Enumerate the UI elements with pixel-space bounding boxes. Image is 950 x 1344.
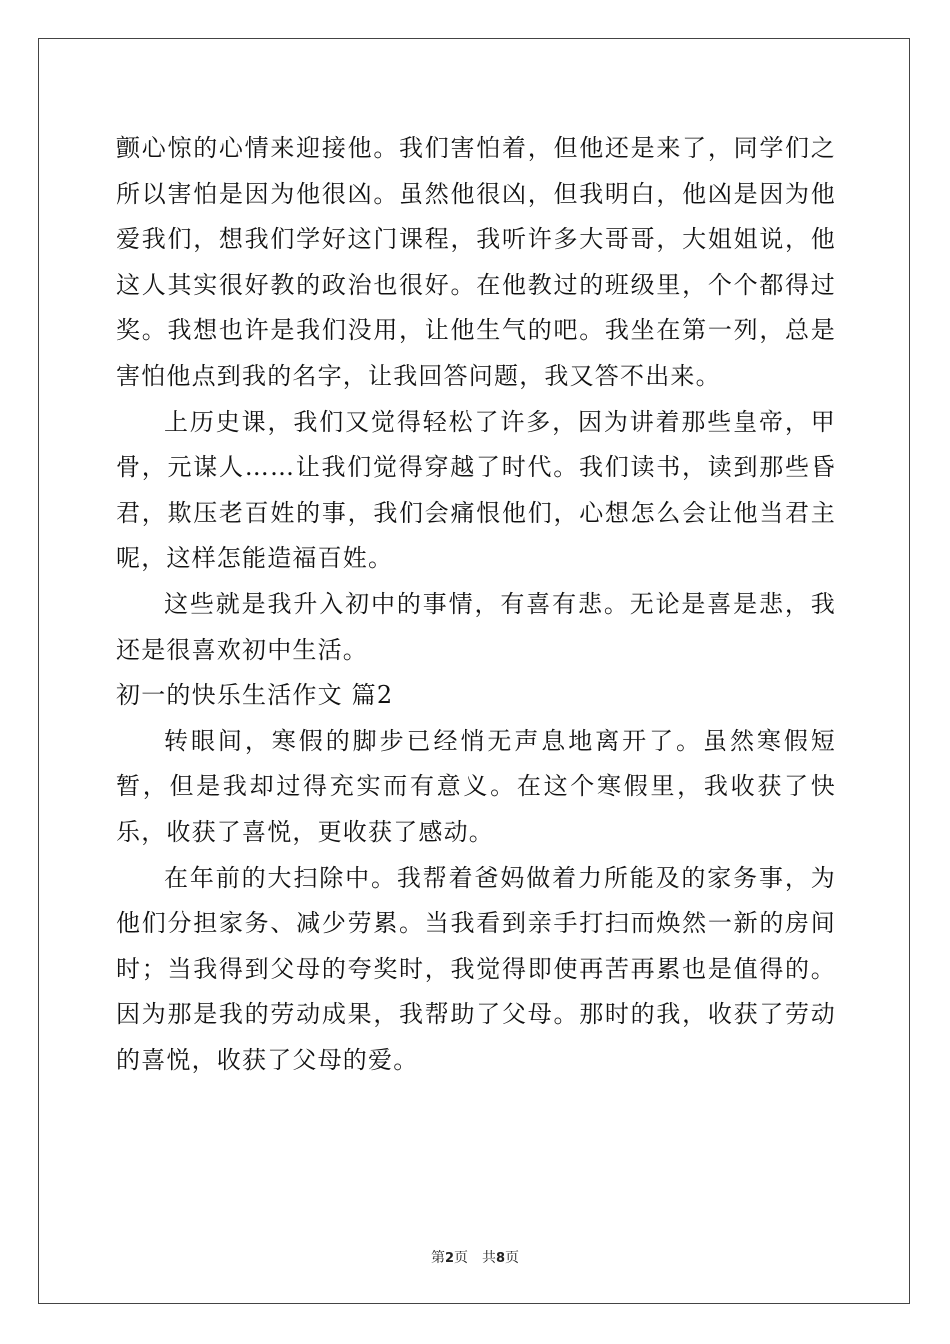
page-number: 2 — [444, 1251, 454, 1266]
total-suffix: 页 — [505, 1250, 520, 1266]
paragraph-1: 颤心惊的心情来迎接他。我们害怕着，但他还是来了，同学们之所以害怕是因为他很凶。虽然他很凶，但我明白，他凶是因为他爱我们，想我们学好这门课程，我听许多大哥哥，大姐姐说，他这人其实很好教的政治也很好。在他教过的班级里，个个都得过奖。我想也许是我们没用，让他生气的吧。我坐在第一列，总是害怕他点到我的名字，让我回答问题，我又答不出来。 — [116, 134, 836, 390]
page-footer — [0, 1247, 950, 1267]
paragraph-3: 这些就是我升入初中的事情，有喜有悲。无论是喜是悲，我还是很喜欢初中生活。 — [116, 589, 836, 664]
paragraph-4: 转眼间，寒假的脚步已经悄无声息地离开了。虽然寒假短暂，但是我却过得充实而有意义。在这个寒假里，我收获了快乐，收获了喜悦，更收获了感动。 — [116, 726, 836, 846]
document-body — [116, 126, 836, 1083]
page-prefix: 第 — [430, 1250, 445, 1266]
paragraph-2: 上历史课，我们又觉得轻松了许多，因为讲着那些皇帝，甲骨，元谋人……让我们觉得穿越了时代。我们读书，读到那些昏君，欺压老百姓的事，我们会痛恨他们，心想怎么会让他当君主呢，这样怎能造福百姓。 — [116, 407, 836, 573]
page-suffix: 页 — [454, 1250, 468, 1266]
section-title: 初一的快乐生活作文 篇2 — [116, 681, 394, 710]
total-prefix: 共 — [482, 1250, 496, 1266]
paragraph-5: 在年前的大扫除中。我帮着爸妈做着力所能及的家务事，为他们分担家务、减少劳累。当我看到亲手打扫而焕然一新的房间时；当我得到父母的夸奖时，我觉得即使再苦再累也是值得的。因为那是我的劳动成果，我帮助了父母。那时的我，收获了劳动的喜悦，收获了父母的爱。 — [116, 863, 836, 1074]
total-pages: 8 — [496, 1251, 506, 1266]
